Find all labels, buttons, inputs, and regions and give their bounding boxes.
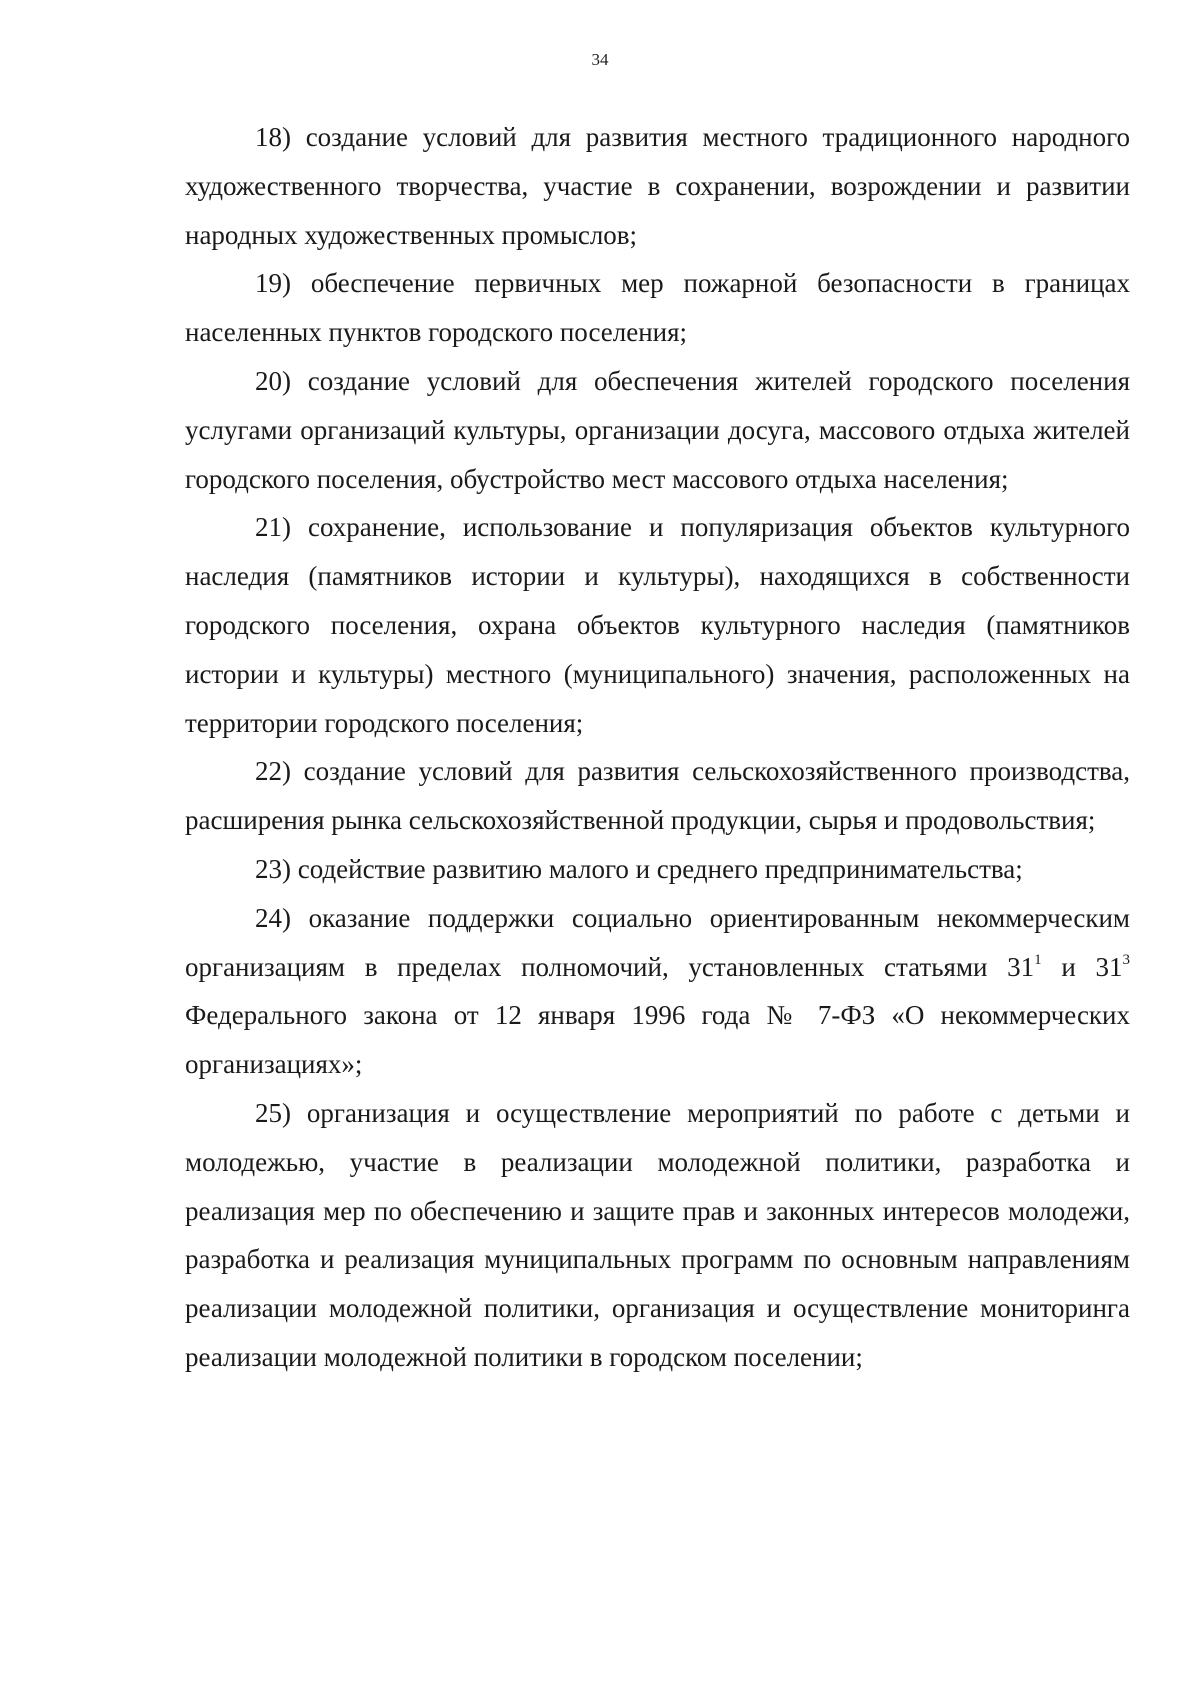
- paragraph-25: 25) организация и осуществление мероприятий по работе с детьми и молодежью, участие в реализации молодежной политики, разработка и реализация мер по обеспечению и защите прав и законных интересов молодежи, разработка и реализация муниципальных программ по основным направлениям реализации молодежной политики, организация и осуществление мониторинга реализации молодежной политики в городском поселении;: [185, 1097, 1130, 1372]
- paragraph-23: 23) содействие развитию малого и среднего предпринимательства;: [255, 853, 1023, 884]
- paragraph-22: 22) создание условий для развития сельскохозяйственного производства, расширения рынка сельскохозяйственной продукции, сырья и продовольствия;: [185, 756, 1130, 836]
- page-number: 34: [591, 50, 609, 69]
- paragraph-21: 21) сохранение, использование и популяризация объектов культурного наследия (памятников истории и культуры), находящихся в собственности городского поселения, охрана объектов культурного наследия (памятников истории и культуры) местного (муниципального) значения, расположенных на территории городского поселения;: [185, 512, 1130, 738]
- document-body: [185, 113, 1130, 1382]
- paragraph-20: 20) создание условий для обеспечения жителей городского поселения услугами организаций культуры, организации досуга, массового отдыха жителей городского поселения, обустройство мест массового отдыха населения;: [185, 365, 1130, 494]
- superscript-3: 3: [1122, 951, 1130, 968]
- superscript-1: 1: [1034, 951, 1042, 968]
- paragraph-24: [185, 894, 1130, 1089]
- paragraph-19: 19) обеспечение первичных мер пожарной безопасности в границах населенных пунктов городского поселения;: [185, 268, 1130, 348]
- paragraph-24-text-before: 24) оказание поддержки социально ориентированным некоммерческим организациям в пределах полномочий, установленных статьями 31: [185, 902, 1130, 982]
- paragraph-24-text-middle: и 31: [1041, 951, 1123, 982]
- paragraph-18: 18) создание условий для развития местного традиционного народного художественного творчества, участие в сохранении, возрождении и развитии народных художественных промыслов;: [185, 122, 1130, 250]
- paragraph-24-text-after: Федерального закона от 12 января 1996 года № 7-ФЗ «О некоммерческих организациях»;: [185, 1000, 1130, 1080]
